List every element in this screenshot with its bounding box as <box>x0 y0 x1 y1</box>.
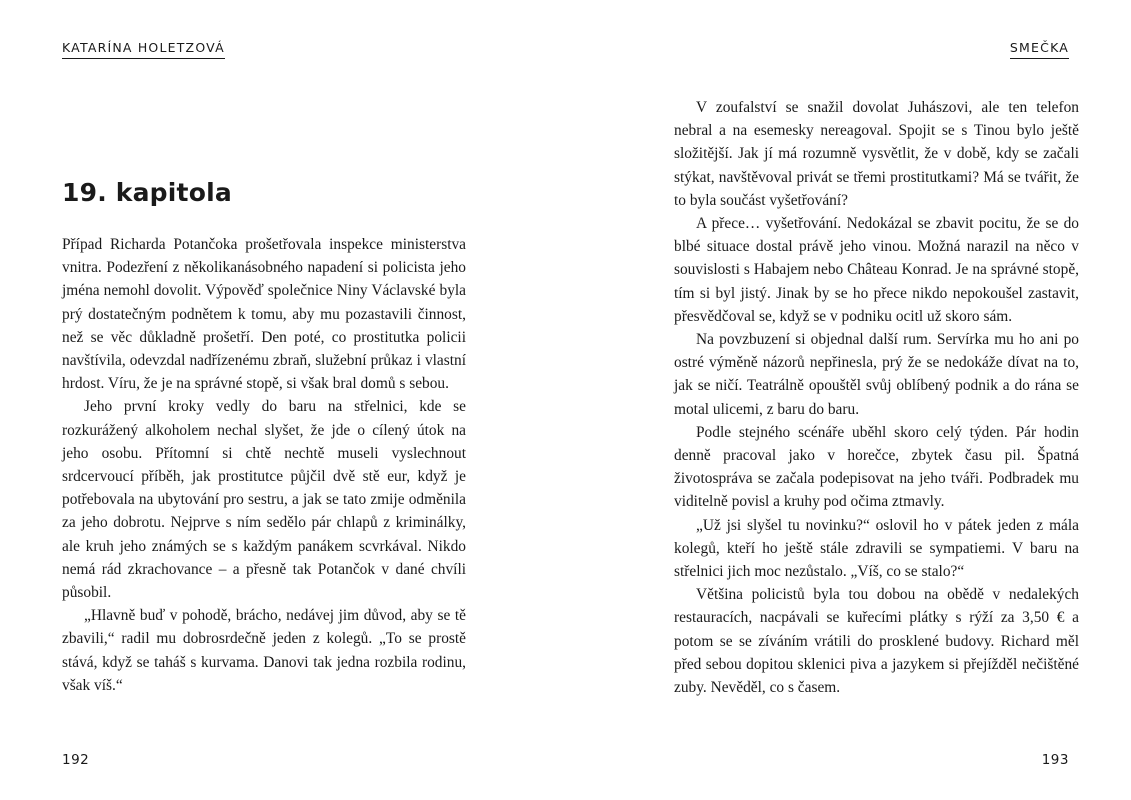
chapter-title: 19. kapitola <box>62 178 232 207</box>
page-number-left: 192 <box>62 752 90 768</box>
paragraph: Jeho první kroky vedly do baru na střelnici, kde se rozkurážený alkoholem nechal slyšet, že jde o cílený útok na jeho osobu. Přítomní si chtě nechtě museli vyslechnout srdcervoucí příběh, jak prostitutce půjčil dvě stě eur, když je potřebovala na ubytování pro sestru, a jak se tato zmije odměnila za jeho dobrotu. Nejprve s ním sedělo pár chlapů z kriminálky, ale kruh jeho známých se s každým panákem scvrkával. Nikdo nemá rád zkrachovance – a přesně tak Potančok v dané chvíli působil. <box>62 398 466 602</box>
paragraph: A přece… vyšetřování. Nedokázal se zbavit pocitu, že se do blbé situace dostal právě jeho vinou. Možná narazil na něco v souvislosti s Habajem nebo Château Konrad. Je na správné stopě, tím si byl jistý. Jinak by se ho přece nikdo nepokoušel zastavit, přesvědčoval se, když se v podniku ocitl už skoro sám. <box>674 215 1079 325</box>
right-page-body <box>674 96 1079 699</box>
paragraph: Většina policistů byla tou dobou na obědě v nedalekých restauracích, nacpávali se kuřecími plátky s rýží za 3,50 € a potom se se zíváním vrátili do prosklené budovy. Richard měl před sebou dopitou sklenici piva a jazykem si přejížděl nečištěné zuby. Nevěděl, co s časem. <box>674 586 1079 697</box>
paragraph: Na povzbuzení si objednal další rum. Servírka mu ho ani po ostré výměně názorů nepřinesla, prý že se nedokáže dívat na to, jak se ničí. Teatrálně opouštěl svůj oblíbený podnik a do rána se motal ulicemi, z baru do baru. <box>674 331 1079 418</box>
left-page-body <box>62 233 466 697</box>
paragraph: Případ Richarda Potančoka prošetřovala inspekce ministerstva vnitra. Podezření z několikanásobného napadení si policista jeho jména nemohl dovolit. Výpověď společnice Niny Václavské byla prý dostatečným podnětem k tomu, aby mu pozastavili činnost, než se věc důkladně prošetří. Den poté, co prostitutka policii navštívila, odevzdal nadřízenému zbraň, služební průkaz i vlastní hrdost. Víru, že je na správné stopě, si však bral domů s sebou. <box>62 236 466 393</box>
paragraph: „Hlavně buď v pohodě, brácho, nedávej jim důvod, aby se tě zbavili,“ radil mu dobrosrdečně jeden z kolegů. „To se prostě stává, když se taháš s kurvama. Danovi tak jedna rozbila rodinu, však víš.“ <box>62 607 466 694</box>
left-page <box>0 0 565 800</box>
running-head-title: SMEČKA <box>1010 40 1069 59</box>
page-number-right: 193 <box>1041 752 1069 768</box>
paragraph: Podle stejného scénáře uběhl skoro celý týden. Pár hodin denně pracoval jako v horečce, zbytek času pil. Špatná životospráva se začala podepisovat na jeho tváři. Podbradek mu viditelně povisl a kruhy pod očima ztmavly. <box>674 423 1079 511</box>
running-head-author: KATARÍNA HOLETZOVÁ <box>62 40 225 59</box>
paragraph: V zoufalství se snažil dovolat Juhászovi, ale ten telefon nebral a na esemesky nereagoval. Spojit se s Tinou bylo ještě složitější. Jak jí má rozumně vysvětlit, že v době, kdy se začali stýkat, navštěvoval privát se třemi prostitutkami? Má se tvářit, že to byla součást vyšetřování? <box>674 99 1079 209</box>
right-page <box>565 0 1131 800</box>
paragraph: „Už jsi slyšel tu novinku?“ oslovil ho v pátek jeden z mála kolegů, kteří ho ještě stále zdravili se sympatiemi. V baru na střelnici jich moc nezůstalo. „Víš, co se stalo?“ <box>674 516 1079 581</box>
